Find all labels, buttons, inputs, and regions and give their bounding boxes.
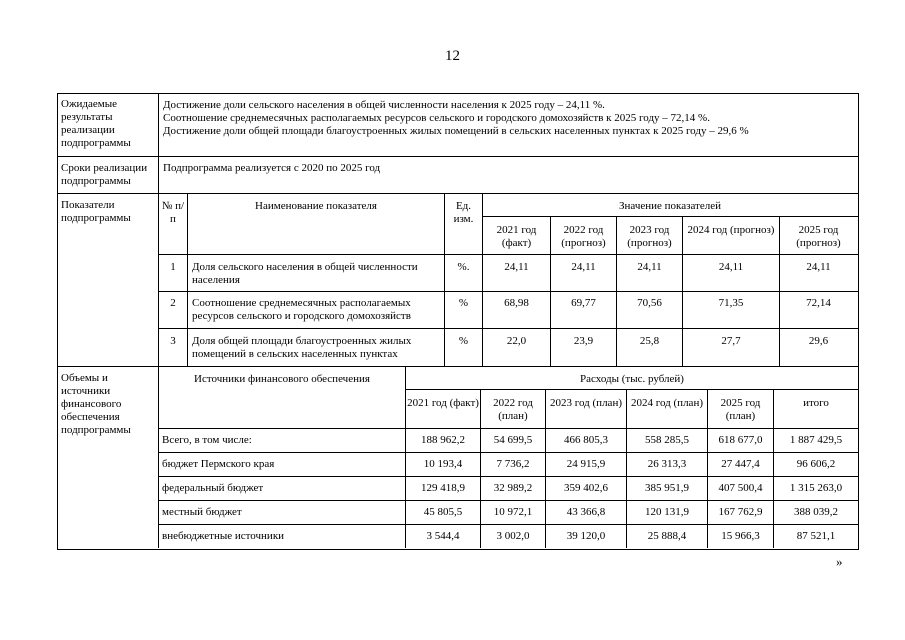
page-number: 12 (445, 48, 460, 64)
indicator-row-1-unit: %. (457, 261, 470, 273)
section-label-results: Ожидаемые результаты реализации подпрограммы (61, 98, 131, 149)
indicator-row-3-value: 22,0 (506, 335, 527, 347)
fin-row-value: 188 962,2 (421, 434, 465, 446)
fin-year-header-2022: 2022 год (план) (493, 397, 533, 422)
indicator-row-2-value: 69,77 (571, 297, 596, 309)
fin-row-value: 45 805,5 (423, 506, 463, 518)
fin-row-value: 359 402,6 (564, 482, 608, 494)
timeline-text: Подпрограмма реализуется с 2020 по 2025 год (163, 162, 381, 174)
fin-row-value: 24 915,9 (566, 458, 606, 470)
fin-row-value: 466 805,3 (564, 434, 608, 446)
fin-row-value: 3 544,4 (426, 530, 460, 542)
fin-year-header-2021: 2021 год (факт) (407, 397, 479, 409)
fin-row-name: бюджет Пермского края (162, 458, 275, 470)
fin-row-total: 87 521,1 (796, 530, 836, 542)
fin-row-value: 3 002,0 (496, 530, 530, 542)
fin-row-value: 39 120,0 (566, 530, 606, 542)
results-line-3: Достижение доли общей площади благоустроенных жилых помещений в сельских населенных пунктах к 2025 году – 29,6 % (163, 125, 749, 137)
fin-row-value: 26 313,3 (647, 458, 687, 470)
year-header-2023: 2023 год (прогноз) (627, 224, 672, 249)
indicator-row-1-name: Доля сельского населения в общей численности населения (192, 261, 418, 286)
fin-row-total: 1 887 429,5 (789, 434, 843, 446)
col-values-header: Значение показателей (619, 200, 721, 212)
results-line-1: Достижение доли сельского населения в общей численности населения к 2025 году – 24,11 %. (163, 99, 605, 111)
fin-row-value: 25 888,4 (647, 530, 687, 542)
indicator-row-1-value: 24,11 (718, 261, 744, 273)
fin-row-total: 96 606,2 (796, 458, 836, 470)
year-header-2024: 2024 год (прогноз) (687, 224, 775, 236)
fin-row-value: 27 447,4 (721, 458, 760, 470)
fin-row-value: 10 972,1 (493, 506, 533, 518)
section-label-financing: Объемы и источники финансового обеспечения подпрограммы (61, 372, 131, 436)
fin-row-name: внебюджетные источники (162, 530, 285, 542)
col-num-header: № п/п (161, 200, 185, 225)
fin-row-value: 385 951,9 (645, 482, 689, 494)
closing-quote: » (836, 554, 843, 569)
fin-row-name: местный бюджет (162, 506, 242, 518)
indicator-row-2-value: 71,35 (718, 297, 744, 309)
indicator-row-3-value: 25,8 (639, 335, 660, 347)
indicator-row-1-value: 24,11 (806, 261, 831, 273)
col-expenses-header: Расходы (тыс. рублей) (580, 373, 684, 385)
indicator-row-1-value: 24,11 (571, 261, 596, 273)
indicator-row-2-num: 2 (170, 297, 176, 309)
results-line-2: Соотношение среднемесячных располагаемых ресурсов сельского и городского домохозяйств к 2025 году – 72,14 %. (163, 112, 710, 124)
col-unit-header: Ед. изм. (453, 200, 474, 225)
indicator-row-3-name: Доля общей площади благоустроенных жилых помещений в сельских населенных пунктах (192, 335, 412, 360)
section-label-indicators: Показатели подпрограммы (61, 199, 131, 224)
indicator-row-2-value: 70,56 (637, 297, 662, 309)
indicator-row-3-value: 27,7 (721, 335, 741, 347)
fin-row-value: 167 762,9 (718, 506, 763, 518)
indicator-row-3-num: 3 (170, 335, 176, 347)
year-header-2022: 2022 год (прогноз) (561, 224, 606, 249)
indicator-row-3-unit: % (458, 335, 469, 347)
col-name-header: Наименование показателя (255, 200, 377, 212)
fin-year-header-2024: 2024 год (план) (631, 397, 703, 409)
indicator-row-1-value: 24,11 (504, 261, 529, 273)
fin-row-value: 32 989,2 (493, 482, 533, 494)
fin-row-value: 120 131,9 (645, 506, 689, 518)
fin-row-name: Всего, в том числе: (162, 434, 252, 446)
fin-row-name: федеральный бюджет (162, 482, 264, 494)
fin-row-value: 15 966,3 (721, 530, 760, 542)
indicator-row-2-value: 68,98 (504, 297, 529, 309)
col-source-header: Источники финансового обеспечения (194, 373, 370, 385)
fin-row-value: 129 418,9 (421, 482, 465, 494)
indicator-row-1-num: 1 (170, 261, 176, 273)
indicator-row-2-name: Соотношение среднемесячных располагаемых ресурсов сельского и городского домохозяйств (192, 297, 411, 322)
year-header-2021: 2021 год (факт) (496, 224, 537, 249)
section-label-timeline: Сроки реализации подпрограммы (61, 162, 148, 187)
fin-row-value: 618 677,0 (718, 434, 763, 446)
fin-row-total: 1 315 263,0 (789, 482, 843, 494)
year-header-2025: 2025 год (прогноз) (796, 224, 841, 249)
fin-row-value: 54 699,5 (493, 434, 533, 446)
indicator-row-1-value: 24,11 (637, 261, 662, 273)
fin-year-header-2023: 2023 год (план) (550, 397, 622, 409)
fin-row-value: 10 193,4 (423, 458, 463, 470)
indicator-row-2-value: 72,14 (806, 297, 831, 309)
fin-total-header: итого (803, 397, 829, 409)
indicator-row-2-unit: % (458, 297, 469, 309)
fin-row-value: 7 736,2 (496, 458, 530, 470)
indicator-row-3-value: 23,9 (573, 335, 594, 347)
fin-row-total: 388 039,2 (794, 506, 838, 518)
fin-year-header-2025: 2025 год (план) (720, 397, 761, 422)
fin-row-value: 43 366,8 (566, 506, 606, 518)
fin-row-value: 558 285,5 (645, 434, 689, 446)
fin-row-value: 407 500,4 (718, 482, 763, 494)
indicator-row-3-value: 29,6 (808, 335, 829, 347)
